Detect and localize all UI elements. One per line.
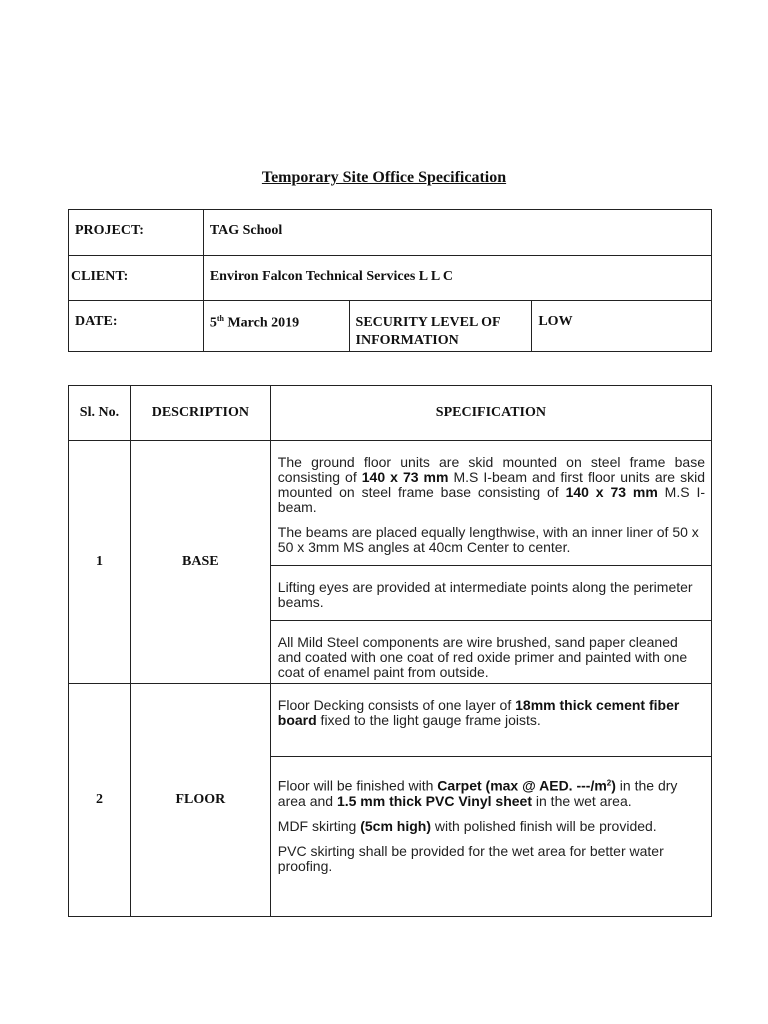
date-label: DATE: (69, 301, 204, 352)
security-level-value: LOW (532, 301, 712, 352)
header-sl-no: Sl. No. (69, 386, 131, 441)
spec-cell: Floor will be finished with Carpet (max @ AED. $---/m^2$) in the dry area and 1.5 mm thick PVC Vinyl sheet in the wet area. MDF skirting (5cm high) with polished finish will be provided. PVC skirting shall be provided for the wet area for better water proofing. (270, 757, 711, 917)
spec-cell: Floor Decking consists of one layer of 18mm thick cement fiber board fixed to the light gauge frame joists. (270, 684, 711, 757)
row-number: 2 (69, 684, 131, 917)
row-description: FLOOR (130, 684, 270, 917)
client-value: Environ Falcon Technical Services L L C (203, 256, 711, 301)
header-description: DESCRIPTION (130, 386, 270, 441)
project-label: PROJECT: (69, 210, 204, 256)
table-row (69, 441, 712, 566)
row-number: 1 (69, 441, 131, 684)
specification-table (68, 385, 712, 917)
client-label: CLIENT: (69, 256, 204, 301)
security-level-label: SECURITY LEVEL OF INFORMATION (349, 301, 532, 352)
date-value: 5th March 2019 (203, 301, 349, 352)
table-row (69, 684, 712, 757)
spec-cell: Lifting eyes are provided at intermediate points along the perimeter beams. (270, 566, 711, 621)
row-description: BASE (130, 441, 270, 684)
header-specification: SPECIFICATION (270, 386, 711, 441)
document-title: Temporary Site Office Specification (261, 169, 507, 186)
project-value: TAG School (203, 210, 711, 256)
spec-cell: All Mild Steel components are wire brushed, sand paper cleaned and coated with one coat of red oxide primer and painted with one coat of enamel paint from outside. (270, 621, 711, 684)
project-info-table (68, 209, 712, 352)
spec-cell: The ground floor units are skid mounted on steel frame base consisting of 140 x 73 mm M.S I-beam and first floor units are skid mounted on steel frame base consisting of 140 x 73 mm M.S I-beam. The beams are placed equally lengthwise, with an inner liner of 50 x 50 x 3mm MS angles at 40cm Center to center. (270, 441, 711, 566)
